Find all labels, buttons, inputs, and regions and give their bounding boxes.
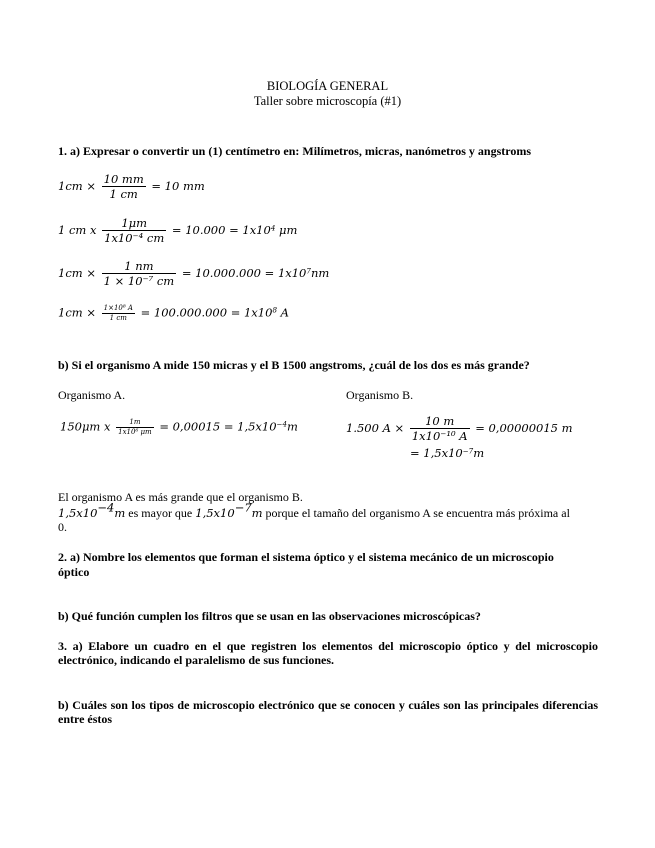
orgA-denominator: 1x10⁶ μm [118, 427, 152, 436]
orgB-result-value: = 1,5x10 [410, 446, 463, 460]
comparison-text [58, 500, 570, 521]
question-2a-line2: óptico [58, 565, 90, 579]
eq1-rhs: = 10 mm [151, 178, 205, 193]
comparison-unit-b: m [251, 506, 263, 520]
comparison-value-b: 1,5x10 [195, 506, 235, 520]
orgA-numerator: 1m [129, 418, 141, 426]
equation-cm-to-nm [58, 259, 329, 289]
organism-b-equation [346, 414, 573, 444]
eq4-unit: A [276, 305, 289, 320]
question-2a-line1: 2. a) Nombre los elementos que forman el sistema óptico y el sistema mecánico de un microscopio [58, 550, 554, 564]
eq3-rhs: = 10.000.000 = 1x10 [181, 265, 307, 280]
organism-a-label: Organismo A. [58, 388, 126, 402]
eq2-rhs: = 10.000 = 1x10 [171, 222, 271, 237]
eq4-denominator: 1 cm [102, 313, 135, 323]
orgB-result-exponent: −7 [462, 446, 474, 456]
eq3-denominator: 1 × 10⁻⁷ cm [103, 274, 175, 289]
eq1-denominator: 1 cm [102, 186, 146, 201]
question-1a: 1. a) Expresar o convertir un (1) centímetro en: Milímetros, micras, nanómetros y angstroms [58, 144, 532, 158]
orgB-numerator: 10 m [425, 414, 455, 428]
comparison-connector: es mayor que [125, 506, 196, 520]
eq1-lhs: 1cm × [58, 178, 96, 193]
eq2-unit: μm [275, 222, 298, 237]
orgB-fraction [410, 414, 470, 444]
eq2-fraction [102, 216, 166, 246]
comparison-text-end: 0. [58, 520, 67, 534]
eq2-lhs: 1 cm x [58, 222, 97, 237]
eq2-exponent: 4 [270, 223, 276, 233]
eq4-numerator: 1×10⁸ A [103, 304, 133, 312]
orgB-rhs: = 0,00000015 m [475, 420, 573, 435]
orgA-fraction [116, 418, 154, 437]
eq3-numerator: 1 nm [124, 259, 154, 273]
question-3b: b) Cuáles son los tipos de microscopio electrónico que se conocen y cuáles son las principales diferencias entre éstos [58, 698, 598, 726]
comparison-reason: porque el tamaño del organismo A se encuentra más próxima al [262, 506, 570, 520]
eq4-exponent: 8 [272, 305, 277, 315]
orgB-result-unit: m [473, 446, 485, 460]
eq2-numerator: 1μm [121, 216, 148, 230]
orgA-exponent: −4 [276, 419, 288, 429]
orgA-unit: m [287, 419, 298, 434]
comparison-value-a: 1,5x10 [58, 506, 98, 520]
eq3-fraction [102, 259, 177, 289]
organism-b-label: Organismo B. [346, 388, 414, 402]
conclusion-text: El organismo A es más grande que el organismo B. [58, 490, 303, 504]
eq3-exponent: 7 [306, 266, 311, 276]
question-1b: b) Si el organismo A mide 150 micras y el B 1500 angstroms, ¿cuál de los dos es más grande? [58, 358, 530, 372]
equation-cm-to-angstrom [58, 304, 289, 323]
organism-b-result [410, 447, 484, 460]
eq1-fraction [102, 172, 146, 202]
eq2-denominator: 1x10⁻⁴ cm [104, 231, 165, 246]
comparison-exponent-b: −7 [234, 500, 252, 515]
eq4-rhs: = 100.000.000 = 1x10 [140, 305, 273, 320]
eq4-fraction [102, 304, 135, 323]
question-2b: b) Qué función cumplen los filtros que se usan en las observaciones microscópicas? [58, 609, 481, 623]
comparison-exponent-a: −4 [97, 500, 115, 515]
eq1-numerator: 10 mm [103, 172, 144, 186]
equation-cm-to-micron [58, 216, 297, 246]
page-title: BIOLOGÍA GENERAL [266, 79, 389, 93]
eq4-lhs: 1cm × [58, 305, 96, 320]
page-subtitle: Taller sobre microscopía (#1) [253, 94, 402, 108]
eq3-unit: nm [310, 265, 330, 280]
question-3a: 3. a) Elabore un cuadro en el que registren los elementos del microscopio óptico y del microscopio electrónico, indicando el paralelismo de sus funciones. [58, 639, 598, 667]
orgA-rhs: = 0,00015 = 1,5x10 [159, 419, 277, 434]
comparison-unit-a: m [114, 506, 126, 520]
orgB-lhs: 1.500 A × [346, 420, 405, 435]
orgA-lhs: 150μm x [60, 419, 111, 434]
eq3-lhs: 1cm × [58, 265, 96, 280]
orgB-denominator: 1x10⁻¹⁰ A [411, 429, 468, 444]
organism-a-equation [60, 418, 298, 437]
equation-cm-to-mm [58, 172, 205, 202]
